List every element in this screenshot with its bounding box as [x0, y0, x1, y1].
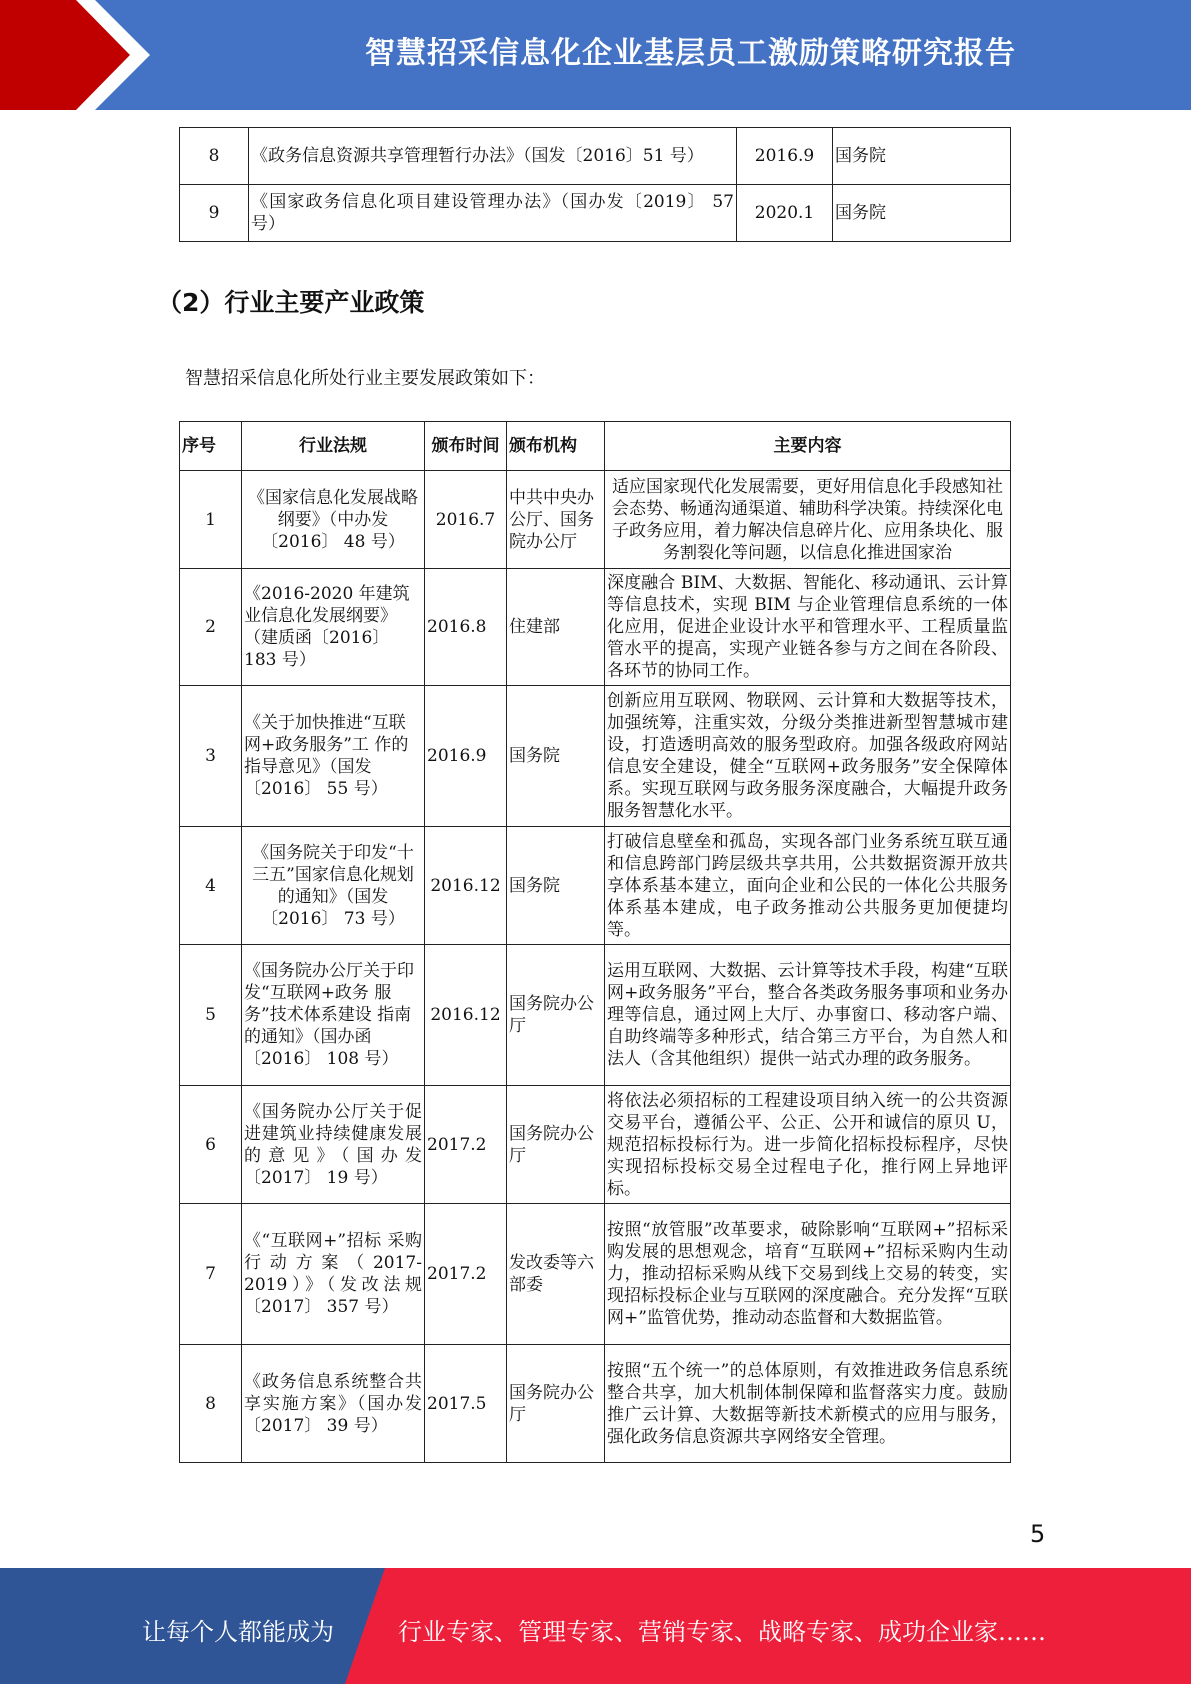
cell-org: 国务院办公厅: [507, 945, 605, 1086]
table-row: [180, 686, 1011, 827]
footer-slogan-left: 让每个人都能成为: [142, 1618, 334, 1646]
cell-no: 5: [180, 945, 242, 1086]
cell-content: 运用互联网、大数据、云计算等技术手段，构建“互联网+政务服务”平台，整合各类政务服务事项和业务办理等信息，通过网上大厅、办事窗口、移动客户端、自助终端等多种形式，结合第三方平台，为自然人和法人（含其他组织）提供一站式办理的政务服务。: [605, 945, 1011, 1086]
cell-no: 8: [180, 128, 249, 185]
cell-no: 8: [180, 1345, 242, 1463]
footer-slogan-right: 行业专家、管理专家、营销专家、战略专家、成功企业家……: [398, 1618, 1046, 1646]
cell-org: 国务院: [507, 686, 605, 827]
cell-no: 7: [180, 1204, 242, 1345]
cell-org: 国务院: [833, 185, 1011, 242]
table-row: [180, 945, 1011, 1086]
cell-law: 《2016-2020 年建筑 业信息化发展纲要》（建质函〔2016〕 183 号）: [242, 569, 425, 686]
table-row: [180, 471, 1011, 569]
cell-date: 2016.9: [737, 128, 833, 185]
report-title: 智慧招采信息化企业基层员工激励策略研究报告: [365, 36, 1016, 71]
cell-law: 《政务信息资源共享管理暂行办法》（国发〔2016〕51 号）: [249, 128, 737, 185]
cell-org: 国务院: [507, 827, 605, 945]
intro-paragraph: 智慧招采信息化所处行业主要发展政策如下：: [185, 368, 545, 389]
cell-law: 《政务信息系统整合共享实施方案》（国办发〔2017〕 39 号）: [242, 1345, 425, 1463]
cell-org: 住建部: [507, 569, 605, 686]
page-header: [0, 0, 1191, 110]
table-row: [180, 1345, 1011, 1463]
header-date: 颁布时间: [425, 422, 507, 471]
table-row: [180, 128, 1011, 185]
cell-no: 4: [180, 827, 242, 945]
cell-date: 2016.12: [425, 945, 507, 1086]
cell-no: 3: [180, 686, 242, 827]
cell-law: 《“互联网+”招标 采购行动方案（2017-2019）》（发改法规〔2017〕 357 号）: [242, 1204, 425, 1345]
cell-date: 2017.5: [425, 1345, 507, 1463]
cell-content: 将依法必须招标的工程建设项目纳入统一的公共资源交易平台，遵循公平、公正、公开和诚信的原贝 U，规范招标投标行为。进一步简化招标投标程序，尽快实现招标投标交易全过程电子化，推行网上异地评标。: [605, 1086, 1011, 1204]
section-heading: （2）行业主要产业政策: [157, 288, 425, 317]
cell-date: 2016.12: [425, 827, 507, 945]
cell-date: 2020.1: [737, 185, 833, 242]
cell-content: 按照“五个统一”的总体原则，有效推进政务信息系统整合共享，加大机制体制保障和监督落实力度。鼓励推广云计算、大数据等新技术新模式的应用与服务，强化政务信息资源共享网络安全管理。: [605, 1345, 1011, 1463]
cell-date: 2016.7: [425, 471, 507, 569]
header-content: 主要内容: [605, 422, 1011, 471]
table-row: [180, 569, 1011, 686]
table-row: [180, 1204, 1011, 1345]
cell-no: 6: [180, 1086, 242, 1204]
cell-law: 《国家政务信息化项目建设管理办法》（国办发〔2019〕 57 号）: [249, 185, 737, 242]
table-row: [180, 1086, 1011, 1204]
header-org: 颁布机构: [507, 422, 605, 471]
cell-date: 2017.2: [425, 1086, 507, 1204]
header-law: 行业法规: [242, 422, 425, 471]
cell-content: 按照“放管服”改革要求，破除影响“互联网+”招标采购发展的思想观念，培育“互联网+”招标采购内生动力，推动招标采购从线下交易到线上交易的转变，实现招标投标企业与互联网的深度融合。充分发挥“互联网+”监管优势，推动动态监督和大数据监管。: [605, 1204, 1011, 1345]
header-no: 序号: [180, 422, 242, 471]
cell-no: 2: [180, 569, 242, 686]
cell-law: 《国务院办公厅关于促进建筑业持续健康发展的意见》（国办发〔2017〕 19 号）: [242, 1086, 425, 1204]
industry-policy-table: [179, 421, 1011, 1463]
page-footer: [0, 1568, 1191, 1684]
table-row: [180, 827, 1011, 945]
cell-no: 1: [180, 471, 242, 569]
cell-law: 《国家信息化发展战略纲要》（中办发〔2016〕 48 号）: [242, 471, 425, 569]
cell-org: 国务院办公厅: [507, 1086, 605, 1204]
cell-date: 2016.8: [425, 569, 507, 686]
cell-content: 适应国家现代化发展需要，更好用信息化手段感知社会态势、畅通沟通渠道、辅助科学决策。持续深化电子政务应用，着力解决信息碎片化、应用条块化、服务割裂化等问题，以信息化推进国家治: [605, 471, 1011, 569]
continued-policy-table: [179, 127, 1011, 242]
cell-org: 国务院: [833, 128, 1011, 185]
page-number: 5: [1030, 1520, 1046, 1548]
cell-content: 深度融合 BIM、大数据、智能化、移动通讯、云计算等信息技术，实现 BIM 与企业管理信息系统的一体化应用，促进企业设计水平和管理水平、工程质量监管水平的提高，实现产业链各参与方之间在各阶段、各环节的协同工作。: [605, 569, 1011, 686]
cell-law: 《国务院办公厅关于印发“互联网+政务 服务”技术体系建设 指南的通知》（国办函〔2016〕 108 号）: [242, 945, 425, 1086]
table-header-row: [180, 422, 1011, 471]
table-row: [180, 185, 1011, 242]
cell-content: 打破信息壁垒和孤岛，实现各部门业务系统互联互通和信息跨部门跨层级共享共用，公共数据资源开放共享体系基本建立，面向企业和公民的一体化公共服务体系基本建成，电子政务推动公共服务更加便捷均等。: [605, 827, 1011, 945]
cell-no: 9: [180, 185, 249, 242]
cell-law: 《关于加快推进“互联网+政务服务”工 作的指导意见》（国发〔2016〕 55 号）: [242, 686, 425, 827]
cell-date: 2017.2: [425, 1204, 507, 1345]
cell-org: 中共中央办公厅、国务院办公厅: [507, 471, 605, 569]
cell-org: 国务院办公厅: [507, 1345, 605, 1463]
cell-law: 《国务院关于印发“十三五”国家信息化规划的通知》（国发〔2016〕 73 号）: [242, 827, 425, 945]
cell-date: 2016.9: [425, 686, 507, 827]
cell-content: 创新应用互联网、物联网、云计算和大数据等技术，加强统筹，注重实效，分级分类推进新型智慧城市建设，打造透明高效的服务型政府。加强各级政府网站信息安全建设，健全“互联网+政务服务”安全保障体系。实现互联网与政务服务深度融合，大幅提升政务服务智慧化水平。: [605, 686, 1011, 827]
cell-org: 发改委等六部委: [507, 1204, 605, 1345]
